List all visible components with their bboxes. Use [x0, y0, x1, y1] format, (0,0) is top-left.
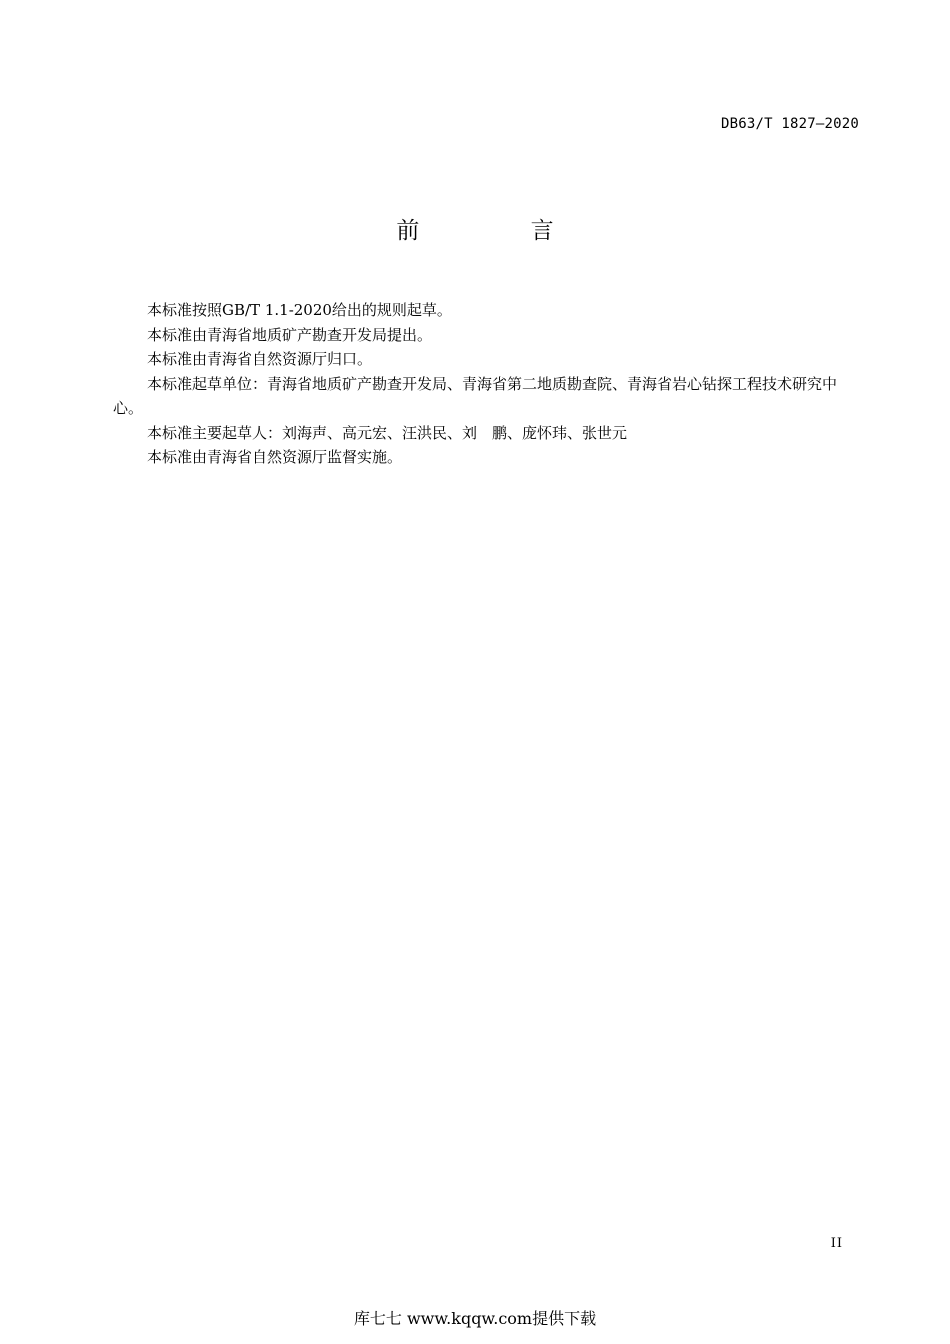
paragraph-centralized-by: 本标准由青海省自然资源厅归口。 [147, 350, 373, 368]
download-watermark: 库七七 www.kqqw.com提供下载 [353, 1309, 597, 1328]
paragraph-proposer: 本标准由青海省地质矿产勘查开发局提出。 [147, 325, 433, 344]
paragraph-drafting-units: 本标准起草单位：青海省地质矿产勘查开发局、青海省第二地质勘查院、青海省岩心钻探工程技术研究中心。 [113, 374, 838, 417]
paragraph-supervision: 本标准由青海省自然资源厅监督实施。 [147, 448, 403, 466]
preface-body [113, 298, 859, 470]
page-title: 前 言 [396, 218, 606, 244]
paragraph-drafting-rules: 本标准按照GB/T 1.1-2020给出的规则起草。 [147, 301, 452, 319]
page-number: II [830, 1236, 843, 1251]
paragraph-drafters: 本标准主要起草人：刘海声、高元宏、汪洪民、刘 鹏、庞怀玮、张世元 [147, 423, 628, 442]
standard-code: DB63/T 1827—2020 [720, 116, 859, 132]
